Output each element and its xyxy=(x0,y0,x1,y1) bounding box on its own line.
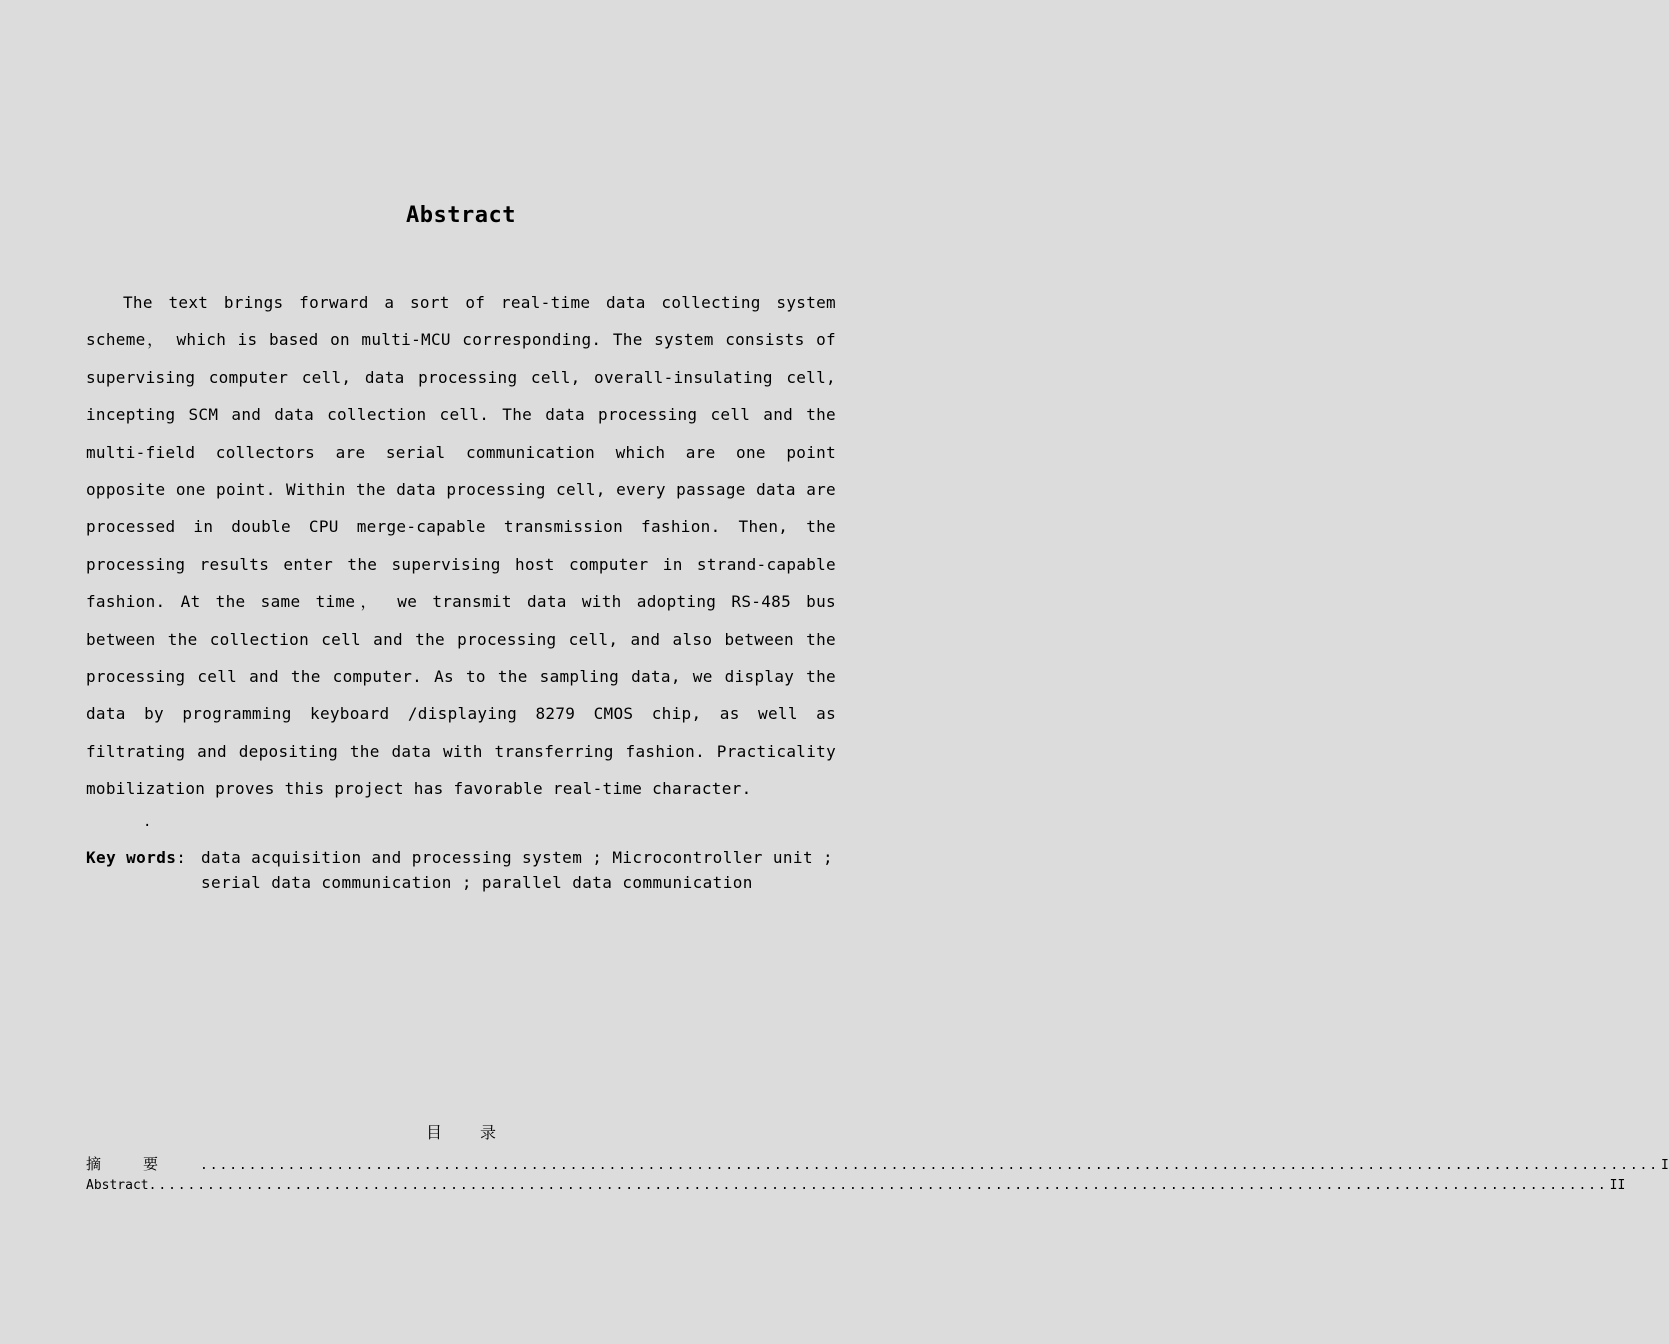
abstract-title: Abstract xyxy=(406,203,516,228)
toc-title: 目录 xyxy=(425,1123,534,1142)
table-of-contents xyxy=(86,1153,1669,1203)
toc-entry-abstract-cn[interactable] xyxy=(86,1153,1669,1178)
keywords-line-2: serial data communication ; parallel data communication xyxy=(201,873,753,892)
keywords-row-2 xyxy=(86,870,836,895)
toc-entry-page: II xyxy=(1609,1178,1626,1193)
toc-entry-abstract-en[interactable] xyxy=(86,1178,1626,1203)
keywords-indent xyxy=(86,870,201,895)
keywords-line-1: data acquisition and processing system ; Microcontroller unit ; xyxy=(201,848,834,867)
keywords-separator: : xyxy=(176,848,187,867)
toc-entry-page: I xyxy=(1661,1158,1669,1173)
keywords-label: Key words xyxy=(86,848,177,867)
stray-mark: . xyxy=(143,814,152,830)
abstract-body: The text brings forward a sort of real-time data collecting system scheme， which is based on multi-MCU corresponding. The system consists of supervising computer cell, data processing cell, overall-insulating cell, incepting SCM and data collection cell. The data processing cell and the multi-field collectors are serial communication which are one point opposite one point. Within the data processing cell, every passage data are processed in double CPU merge-capable transmission fashion. Then, the processing results enter the supervising host computer in strand-capable fashion. At the same time， we transmit data with adopting RS-485 bus between the collection cell and the processing cell, and also between the processing cell and the computer. As to the sampling data, we display the data by programming keyboard /displaying 8279 CMOS chip, as well as filtrating and depositing the data with transferring fashion. Practicality mobilization proves this project has favorable real-time character. xyxy=(86,293,836,799)
keywords-heading xyxy=(86,845,201,870)
toc-leader-dots: ...................................................................................................................................................... xyxy=(148,1178,1608,1193)
keywords-block xyxy=(86,845,836,895)
keywords-row-1 xyxy=(86,845,836,870)
toc-entry-label: Abstract xyxy=(86,1178,149,1193)
toc-entry-label: 摘要 xyxy=(86,1155,201,1173)
toc-leader-dots: ...................................................................................................................................................... xyxy=(200,1158,1660,1173)
